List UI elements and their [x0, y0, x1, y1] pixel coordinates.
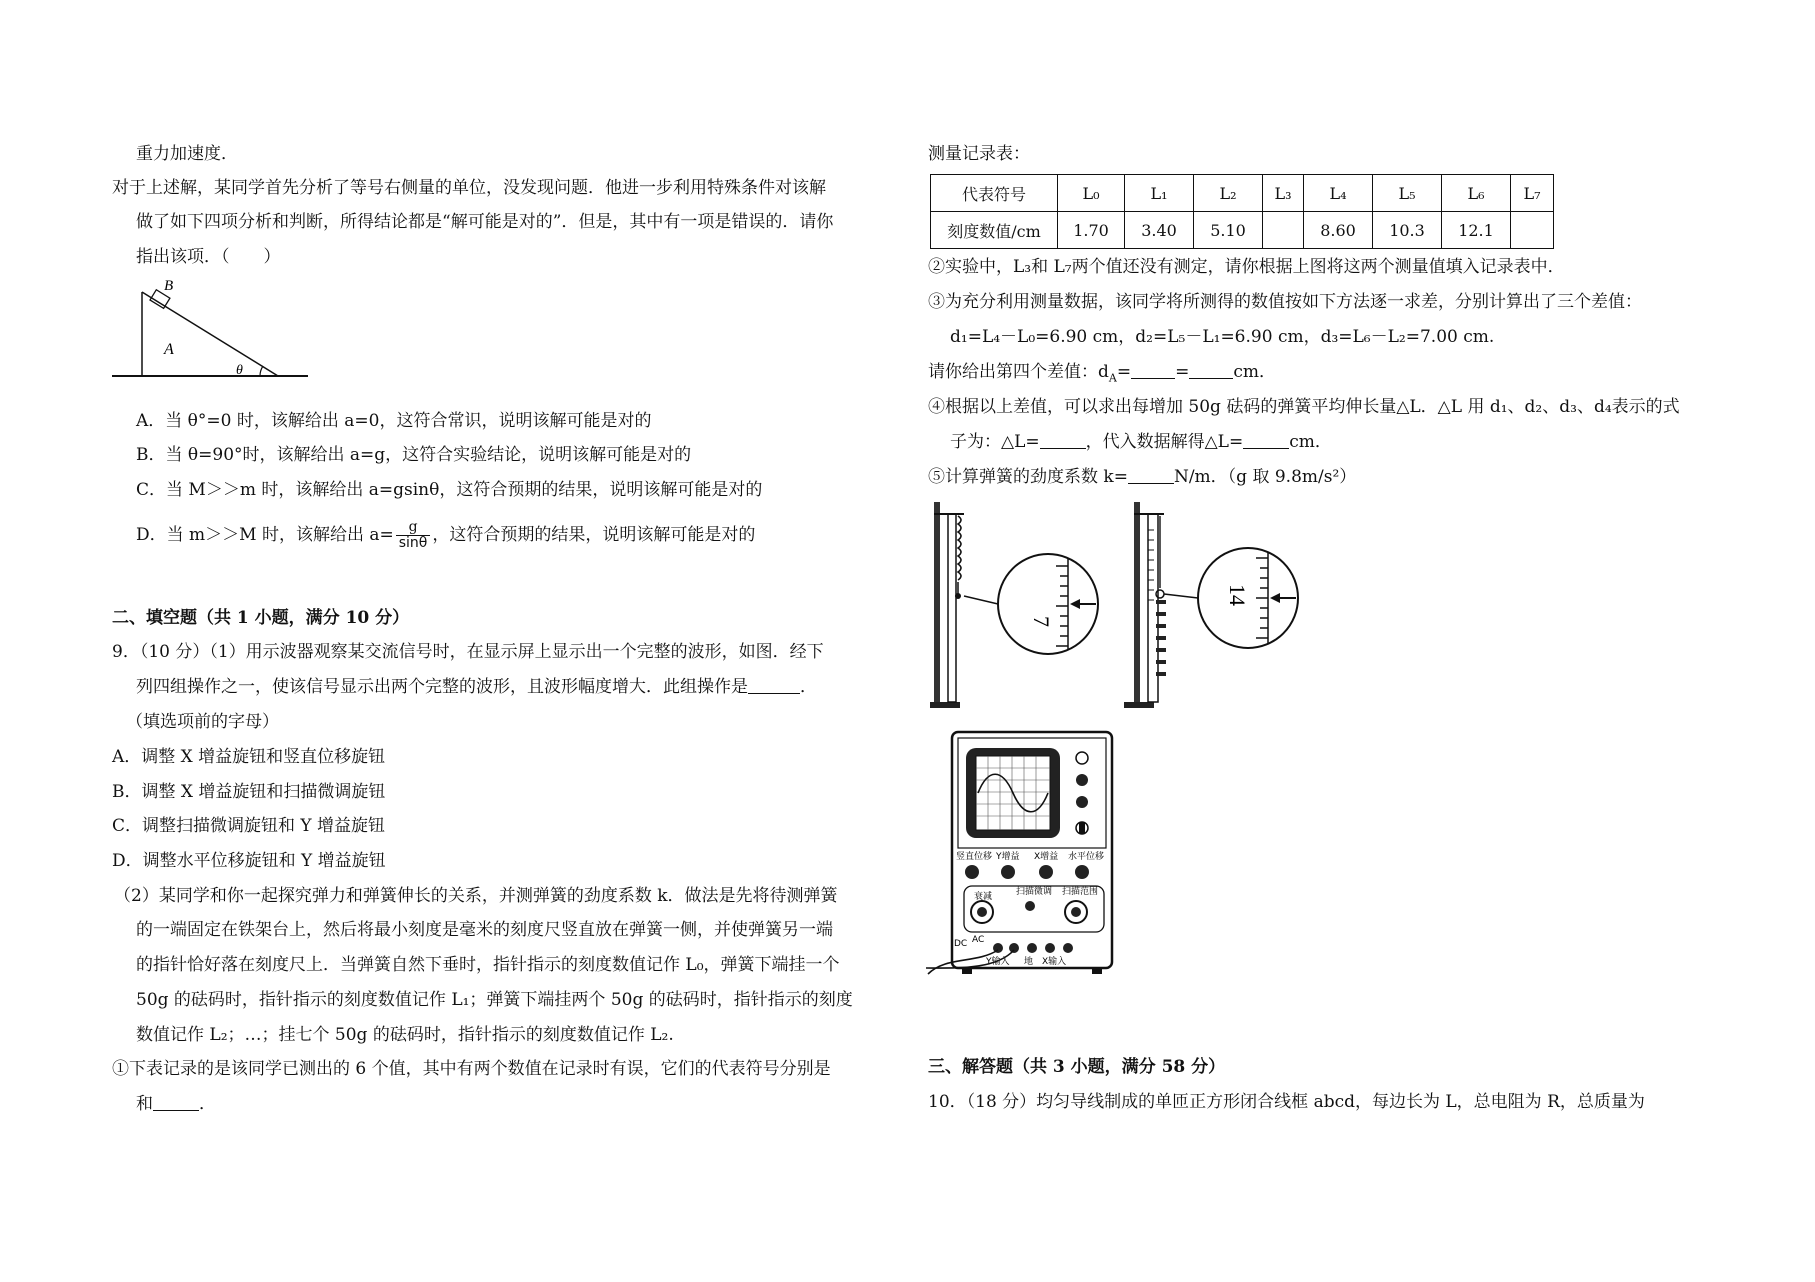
- text-line: 做了如下四项分析和判断，所得结论都是“解可能是对的”．但是，其中有一项是错误的．请你: [136, 212, 834, 232]
- text-line: ④根据以上差值，可以求出每增加 50g 砝码的弹簧平均伸长量△L．△L 用 d₁、d₂、d₃、d₄表示的式: [928, 397, 1680, 417]
- scope-label: AC: [972, 935, 985, 945]
- angle-label: θ: [236, 363, 243, 378]
- measurement-table: [930, 174, 1554, 249]
- formula-line: d₁=L₄－L₀=6.90 cm，d₂=L₅－L₁=6.90 cm，d₃=L₆－L₂=7.00 cm.: [950, 327, 1495, 347]
- spring-ruler-figure-2: [1120, 500, 1310, 712]
- magnifier-reading-2: 14: [1225, 584, 1250, 606]
- option-b: B．当 θ=90°时，该解给出 a=g，这符合实验结论，说明该解可能是对的: [136, 445, 692, 465]
- answer-blank: [748, 677, 800, 694]
- q9-option-c: C．调整扫描微调旋钮和 Y 增益旋钮: [112, 816, 386, 836]
- q9-option-a: A．调整 X 增益旋钮和竖直位移旋钮: [112, 747, 386, 767]
- text-line: ②实验中，L₃和 L₇两个值还没有测定，请你根据上图将这两个测量值填入记录表中．: [928, 257, 1565, 277]
- option-d: D．当 m＞＞M 时，该解给出 a= $\frac{g}{\sin\theta}$ ，这符合预期的结果，说明该解可能是对的: [136, 519, 756, 551]
- text-line: 和 ．: [136, 1094, 216, 1114]
- answer-blank: [153, 1094, 199, 1111]
- scope-label: X增益: [1034, 852, 1059, 862]
- section-heading: 三、解答题（共 3 小题，满分 58 分）: [928, 1057, 1226, 1077]
- option-a: A．当 θ°=0 时，该解给出 a=0，这符合常识，说明该解可能是对的: [136, 411, 652, 431]
- table-row: 刻度数值/cm 1.70 3.40 5.10 8.60 10.3 12.1: [931, 212, 1554, 249]
- text-line: 请你给出第四个差值：$d_A=$ = cm．: [928, 362, 1276, 385]
- text-line: （2）某同学和你一起探究弹力和弹簧伸长的关系，并测弹簧的劲度系数 k．做法是先将待测弹簧: [114, 886, 838, 906]
- text-line: （填选项前的字母）: [126, 712, 279, 732]
- scope-label: 地: [1024, 957, 1034, 967]
- scope-label: Y增益: [996, 852, 1020, 862]
- text-line: ⑤计算弹簧的劲度系数 k= N/m．（g 取 9.8m/s²）: [928, 467, 1357, 487]
- oscilloscope-figure: [926, 728, 1116, 978]
- q9-option-d: D．调整水平位移旋钮和 Y 增益旋钮: [112, 851, 386, 871]
- text-line: 对于上述解，某同学首先分析了等号右侧量的单位，没发现问题．他进一步利用特殊条件对该解: [112, 178, 826, 198]
- spring-ruler-figure-1: [930, 500, 1110, 712]
- text-line: 指出该项．（ ）: [136, 247, 281, 267]
- option-c: C．当 M＞＞m 时，该解给出 a=gsinθ，这符合预期的结果，说明该解可能是对的: [136, 480, 763, 500]
- text-line: 重力加速度．: [136, 144, 238, 164]
- q9-option-b: B．调整 X 增益旋钮和扫描微调旋钮: [112, 782, 386, 802]
- wedge-label-a: A: [164, 341, 174, 358]
- answer-blank: [1189, 362, 1233, 379]
- scope-label: Y输入: [986, 957, 1010, 967]
- scope-label: 扫描范围: [1062, 887, 1099, 897]
- answer-blank: [1243, 432, 1289, 449]
- text-line: 数值记作 L₂；…；挂七个 50g 的砝码时，指针指示的刻度数值记作 L₂.: [136, 1025, 674, 1045]
- text-line: ③为充分利用测量数据，该同学将所测得的数值按如下方法逐一求差，分别计算出了三个差值：: [928, 292, 1642, 312]
- scope-label: 衰减: [974, 892, 993, 902]
- question-9: 9．（10 分）（1）用示波器观察某交流信号时，在显示屏上显示出一个完整的波形，如图．经下: [112, 642, 824, 662]
- text-line: 的一端固定在铁架台上，然后将最小刻度是毫米的刻度尺竖直放在弹簧一侧，并使弹簧另一端: [136, 920, 833, 940]
- question-10: 10．（18 分）均匀导线制成的单匝正方形闭合线框 abcd，每边长为 L，总电阻为 R，总质量为: [928, 1092, 1645, 1112]
- scope-label: 竖直位移: [956, 852, 993, 862]
- table-title: 测量记录表：: [928, 144, 1030, 164]
- text-line: 列四组操作之一，使该信号显示出两个完整的波形，且波形幅度增大．此组操作是 ．: [136, 677, 817, 697]
- answer-blank: [1040, 432, 1086, 449]
- text-line: 的指针恰好落在刻度尺上．当弹簧自然下垂时，指针指示的刻度数值记作 L₀，弹簧下端挂一个: [136, 955, 840, 975]
- block-label-b: B: [164, 278, 174, 294]
- fraction: $\frac{g}{\sin\theta}$: [396, 520, 431, 551]
- scope-label: X输入: [1042, 957, 1067, 967]
- table-row: 代表符号 L₀ L₁ L₂ L₃ L₄ L₅ L₆ L₇: [931, 175, 1554, 212]
- text-line: 50g 的砝码时，指针指示的刻度数值记作 L₁；弹簧下端挂两个 50g 的砝码时，指针指示的刻度: [136, 990, 853, 1010]
- answer-blank: [1128, 467, 1174, 484]
- scope-label: 扫描微调: [1016, 887, 1053, 897]
- scope-label: 水平位移: [1068, 852, 1105, 862]
- section-heading: 二、填空题（共 1 小题，满分 10 分）: [112, 608, 410, 628]
- scope-label: DC: [954, 939, 968, 949]
- answer-blank: [1131, 362, 1175, 379]
- incline-figure: [110, 278, 310, 382]
- magnifier-reading-1: 7: [1029, 616, 1054, 627]
- text-line: ①下表记录的是该同学已测出的 6 个值，其中有两个数值在记录时有误，它们的代表符号分别是: [112, 1059, 831, 1079]
- text-line: 子为：△L= ，代入数据解得△L= cm．: [950, 432, 1332, 452]
